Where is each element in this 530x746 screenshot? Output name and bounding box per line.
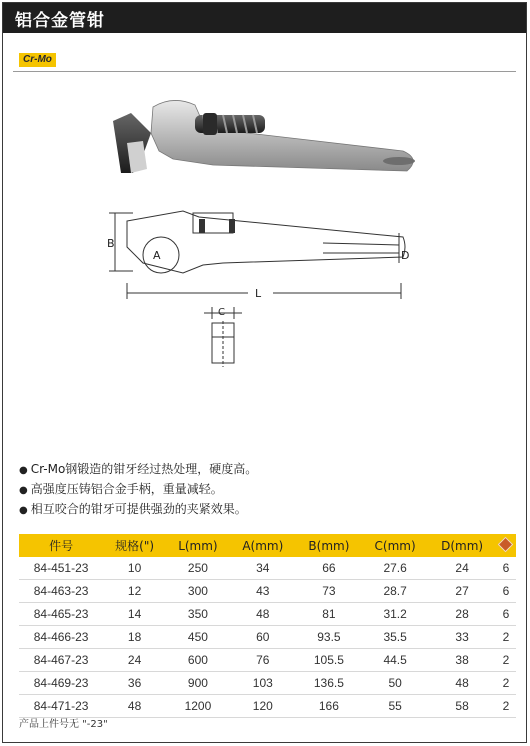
feature-item: ● 相互咬合的钳牙可提供强劲的夹紧效果。 — [19, 502, 247, 516]
footnote: 产品上件号无 "-23" — [19, 719, 108, 730]
table-cell: 600 — [166, 649, 230, 672]
table-cell: 24 — [103, 649, 166, 672]
table-cell: 28.7 — [362, 580, 428, 603]
dimension-drawing — [103, 203, 413, 303]
table-cell: 43 — [230, 580, 296, 603]
feature-list — [19, 459, 257, 519]
col-size: 规格(") — [103, 534, 166, 557]
table-cell: 105.5 — [296, 649, 362, 672]
table-cell: 6 — [496, 557, 516, 580]
table-cell: 84-463-23 — [19, 580, 103, 603]
table-cell: 73 — [296, 580, 362, 603]
table-cell: 34 — [230, 557, 296, 580]
table-cell: 18 — [103, 626, 166, 649]
label-l: L — [255, 287, 262, 300]
table-cell: 1200 — [166, 695, 230, 718]
table-cell: 2 — [496, 649, 516, 672]
label-d: D — [401, 249, 410, 262]
table-cell: 36 — [103, 672, 166, 695]
table-row — [19, 557, 516, 580]
spec-table — [19, 534, 516, 718]
table-cell: 66 — [296, 557, 362, 580]
table-cell: 27 — [428, 580, 496, 603]
pipe-wrench-photo — [103, 93, 423, 183]
table-cell: 6 — [496, 603, 516, 626]
table-row — [19, 672, 516, 695]
col-a: A(mm) — [230, 534, 296, 557]
table-cell: 76 — [230, 649, 296, 672]
table-cell: 103 — [230, 672, 296, 695]
table-cell: 50 — [362, 672, 428, 695]
table-cell: 350 — [166, 603, 230, 626]
catalog-page — [2, 2, 527, 743]
table-cell: 84-451-23 — [19, 557, 103, 580]
table-row — [19, 649, 516, 672]
table-cell: 48 — [230, 603, 296, 626]
table-cell: 136.5 — [296, 672, 362, 695]
material-badge: Cr-Mo — [19, 53, 56, 67]
col-pack — [496, 534, 516, 557]
table-cell: 2 — [496, 626, 516, 649]
col-b: B(mm) — [296, 534, 362, 557]
table-cell: 27.6 — [362, 557, 428, 580]
table-cell: 31.2 — [362, 603, 428, 626]
table-cell: 84-467-23 — [19, 649, 103, 672]
table-cell: 450 — [166, 626, 230, 649]
page-title: 铝合金管钳 — [3, 3, 526, 33]
table-cell: 33 — [428, 626, 496, 649]
table-cell: 2 — [496, 695, 516, 718]
table-cell: 84-465-23 — [19, 603, 103, 626]
table-header-row — [19, 534, 516, 557]
table-cell: 84-469-23 — [19, 672, 103, 695]
feature-item: ● Cr-Mo钢锻造的钳牙经过热处理，硬度高。 — [19, 462, 258, 476]
label-a: A — [153, 249, 161, 262]
table-cell: 12 — [103, 580, 166, 603]
col-l: L(mm) — [166, 534, 230, 557]
table-cell: 250 — [166, 557, 230, 580]
table-cell: 48 — [103, 695, 166, 718]
table-cell: 166 — [296, 695, 362, 718]
table-cell: 6 — [496, 580, 516, 603]
table-cell: 10 — [103, 557, 166, 580]
table-cell: 2 — [496, 672, 516, 695]
table-row — [19, 626, 516, 649]
table-cell: 38 — [428, 649, 496, 672]
jaw-cross-section — [198, 303, 248, 373]
divider — [13, 71, 516, 72]
package-icon — [498, 536, 514, 552]
table-cell: 24 — [428, 557, 496, 580]
col-c: C(mm) — [362, 534, 428, 557]
table-cell: 900 — [166, 672, 230, 695]
table-cell: 93.5 — [296, 626, 362, 649]
label-c: C — [218, 307, 225, 318]
col-d: D(mm) — [428, 534, 496, 557]
table-cell: 28 — [428, 603, 496, 626]
label-b: B — [107, 237, 115, 250]
table-row — [19, 603, 516, 626]
table-cell: 44.5 — [362, 649, 428, 672]
table-cell: 120 — [230, 695, 296, 718]
table-cell: 35.5 — [362, 626, 428, 649]
table-cell: 84-471-23 — [19, 695, 103, 718]
table-cell: 60 — [230, 626, 296, 649]
table-cell: 81 — [296, 603, 362, 626]
table-cell: 84-466-23 — [19, 626, 103, 649]
table-cell: 58 — [428, 695, 496, 718]
col-part-number: 件号 — [19, 534, 103, 557]
table-cell: 48 — [428, 672, 496, 695]
table-row — [19, 580, 516, 603]
table-cell: 55 — [362, 695, 428, 718]
table-cell: 300 — [166, 580, 230, 603]
table-cell: 14 — [103, 603, 166, 626]
feature-item: ● 高强度压铸铝合金手柄，重量减轻。 — [19, 482, 223, 496]
